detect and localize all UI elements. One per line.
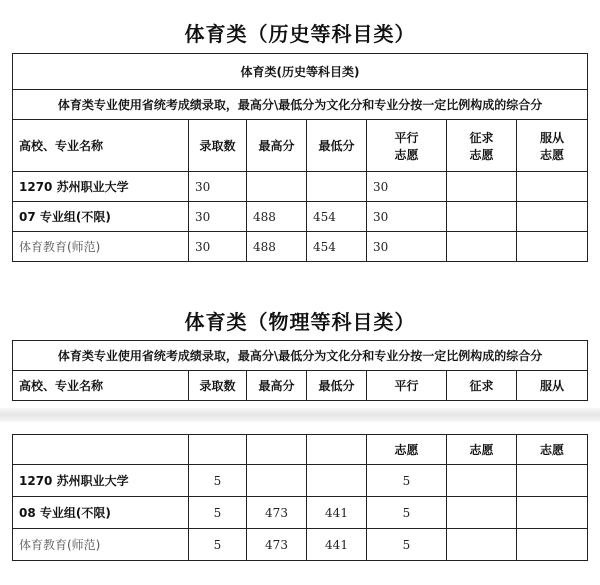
admission-table-history xyxy=(12,53,588,262)
header-blank xyxy=(307,435,367,465)
page-break-divider xyxy=(0,408,600,422)
table-row xyxy=(13,497,588,529)
row-solicit xyxy=(447,202,517,232)
row-min: 441 xyxy=(307,497,367,529)
row-name: 体育教育(师范) xyxy=(13,232,189,262)
row-solicit xyxy=(447,497,517,529)
row-parallel: 30 xyxy=(367,232,447,262)
header-obey-line2: 志愿 xyxy=(517,435,588,465)
header-parallel-line2: 志愿 xyxy=(394,147,419,162)
row-admit: 5 xyxy=(189,529,247,561)
table-row xyxy=(13,232,588,262)
row-max: 488 xyxy=(247,202,307,232)
header-name: 高校、专业名称 xyxy=(13,120,189,172)
row-obey xyxy=(517,202,588,232)
row-max: 473 xyxy=(247,529,307,561)
header-solicit-line2: 志愿 xyxy=(447,435,517,465)
row-name: 1270 苏州职业大学 xyxy=(13,172,189,202)
table-note: 体育类专业使用省统考成绩录取，最高分\最低分为文化分和专业分按一定比例构成的综合分 xyxy=(13,90,588,120)
row-max xyxy=(247,465,307,497)
header-solicit xyxy=(447,120,517,172)
section1-title: 体育类（历史等科目类） xyxy=(184,22,416,46)
row-solicit xyxy=(447,172,517,202)
table-row xyxy=(13,529,588,561)
row-min: 454 xyxy=(307,202,367,232)
header-obey-line1: 服从 xyxy=(540,130,565,145)
header-admit: 录取数 xyxy=(189,120,247,172)
row-admit: 30 xyxy=(189,172,247,202)
row-solicit xyxy=(447,465,517,497)
row-parallel: 5 xyxy=(367,497,447,529)
row-min: 441 xyxy=(307,529,367,561)
row-parallel: 30 xyxy=(367,172,447,202)
table-row xyxy=(13,465,588,497)
row-obey xyxy=(517,232,588,262)
table-note: 体育类专业使用省统考成绩录取，最高分\最低分为文化分和专业分按一定比例构成的综合分 xyxy=(13,341,588,371)
row-parallel: 5 xyxy=(367,465,447,497)
header-obey: 服从 xyxy=(517,371,588,401)
row-admit: 30 xyxy=(189,232,247,262)
table-row xyxy=(13,202,588,232)
header-blank xyxy=(13,435,189,465)
header-obey xyxy=(517,120,588,172)
row-name: 08 专业组(不限) xyxy=(13,497,189,529)
row-admit: 30 xyxy=(189,202,247,232)
header-parallel-line2: 志愿 xyxy=(367,435,447,465)
admission-table-physics-header xyxy=(12,340,588,401)
table-row xyxy=(13,172,588,202)
header-solicit: 征求 xyxy=(447,371,517,401)
row-min xyxy=(307,172,367,202)
row-name: 体育教育(师范) xyxy=(13,529,189,561)
row-parallel: 30 xyxy=(367,202,447,232)
row-max: 488 xyxy=(247,232,307,262)
header-admit: 录取数 xyxy=(189,371,247,401)
row-parallel: 5 xyxy=(367,529,447,561)
row-name: 1270 苏州职业大学 xyxy=(13,465,189,497)
admission-table-physics-body xyxy=(12,434,588,561)
header-min: 最低分 xyxy=(307,120,367,172)
section2-title: 体育类（物理等科目类） xyxy=(184,310,416,334)
row-min: 454 xyxy=(307,232,367,262)
row-max xyxy=(247,172,307,202)
header-min: 最低分 xyxy=(307,371,367,401)
row-solicit xyxy=(447,232,517,262)
row-max: 473 xyxy=(247,497,307,529)
header-obey-line2: 志愿 xyxy=(540,147,565,162)
header-name: 高校、专业名称 xyxy=(13,371,189,401)
header-solicit-line1: 征求 xyxy=(469,130,494,145)
row-admit: 5 xyxy=(189,465,247,497)
header-max: 最高分 xyxy=(247,371,307,401)
header-blank xyxy=(247,435,307,465)
header-max: 最高分 xyxy=(247,120,307,172)
row-obey xyxy=(517,465,588,497)
row-solicit xyxy=(447,529,517,561)
header-blank xyxy=(189,435,247,465)
header-solicit-line2: 志愿 xyxy=(469,147,494,162)
row-obey xyxy=(517,497,588,529)
header-parallel: 平行 xyxy=(367,371,447,401)
row-min xyxy=(307,465,367,497)
row-name: 07 专业组(不限) xyxy=(13,202,189,232)
row-obey xyxy=(517,172,588,202)
header-parallel-line1: 平行 xyxy=(394,130,419,145)
header-parallel xyxy=(367,120,447,172)
table-title: 体育类(历史等科目类) xyxy=(13,54,588,90)
row-obey xyxy=(517,529,588,561)
row-admit: 5 xyxy=(189,497,247,529)
